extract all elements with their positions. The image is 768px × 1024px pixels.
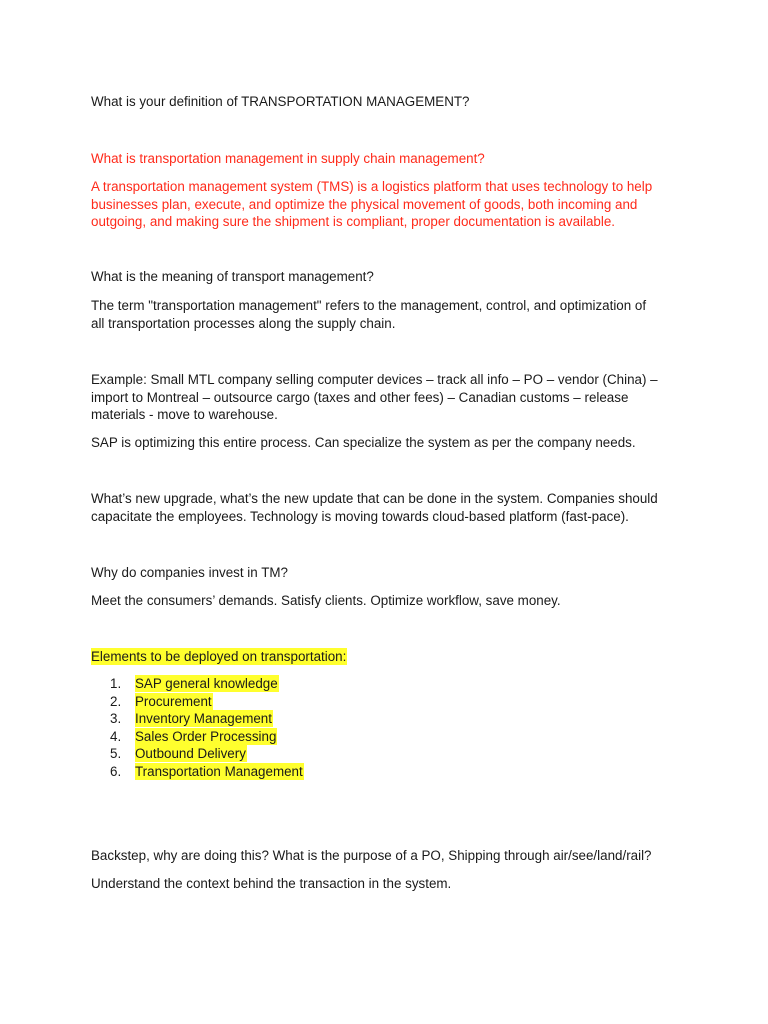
list-item-label: Procurement bbox=[135, 693, 212, 709]
list-item bbox=[110, 745, 304, 763]
upgrade-line-2: capacitate the employees. Technology is moving towards cloud-based platform (fast-pace). bbox=[91, 508, 629, 524]
elements-list bbox=[110, 675, 304, 780]
list-item-number: 1. bbox=[110, 676, 122, 691]
sap-statement: SAP is optimizing this entire process. Can specialize the system as per the company needs. bbox=[91, 435, 636, 450]
list-item-label: Transportation Management bbox=[135, 763, 303, 779]
list-item-number: 3. bbox=[110, 711, 122, 726]
example-line-2: import to Montreal – outsource cargo (taxes and other fees) – Canadian customs – release bbox=[91, 389, 629, 405]
backstep-question: Backstep, why are doing this? What is the purpose of a PO, Shipping through air/see/land/rail? bbox=[91, 848, 652, 863]
list-item bbox=[110, 675, 304, 693]
list-item bbox=[110, 693, 304, 711]
elements-heading bbox=[91, 648, 347, 665]
answer-tms-line-2: businesses plan, execute, and optimize the physical movement of goods, both incoming and bbox=[91, 196, 638, 212]
list-item bbox=[110, 763, 304, 781]
list-item-number: 5. bbox=[110, 746, 122, 761]
question-definition: What is your definition of TRANSPORTATION MANAGEMENT? bbox=[91, 94, 470, 109]
question-transport-meaning: What is the meaning of transport management? bbox=[91, 269, 374, 284]
question-why-invest: Why do companies invest in TM? bbox=[91, 565, 288, 580]
answer-tms-line-1: A transportation management system (TMS) is a logistics platform that uses technology to help bbox=[91, 179, 653, 194]
list-item-label: Outbound Delivery bbox=[135, 746, 246, 761]
upgrade-line-1: What’s new upgrade, what’s the new update that can be done in the system. Companies should bbox=[91, 491, 658, 506]
list-item bbox=[110, 710, 304, 728]
example-line-3: materials - move to warehouse. bbox=[91, 407, 278, 422]
example-line-1: Example: Small MTL company selling computer devices – track all info – PO – vendor (China) – bbox=[91, 372, 658, 387]
list-item-label: SAP general knowledge bbox=[135, 676, 278, 691]
list-item bbox=[110, 728, 304, 746]
answer-meaning-line-2: all transportation processes along the supply chain. bbox=[91, 315, 396, 331]
understand-context: Understand the context behind the transaction in the system. bbox=[91, 876, 452, 891]
answer-tms-line-3: outgoing, and making sure the shipment is compliant, proper documentation is available. bbox=[91, 214, 616, 229]
answer-meaning-line-1: The term "transportation management" refers to the management, control, and optimization of bbox=[91, 298, 647, 313]
list-item-number: 2. bbox=[110, 693, 122, 709]
question-tm-supply-chain: What is transportation management in supply chain management? bbox=[91, 151, 485, 166]
answer-why-invest: Meet the consumers’ demands. Satisfy clients. Optimize workflow, save money. bbox=[91, 593, 561, 608]
list-item-label: Sales Order Processing bbox=[135, 728, 277, 744]
list-item-number: 4. bbox=[110, 728, 122, 744]
list-item-label: Inventory Management bbox=[135, 711, 272, 726]
elements-heading-highlight: Elements to be deployed on transportation: bbox=[91, 649, 347, 664]
list-item-number: 6. bbox=[110, 763, 122, 779]
